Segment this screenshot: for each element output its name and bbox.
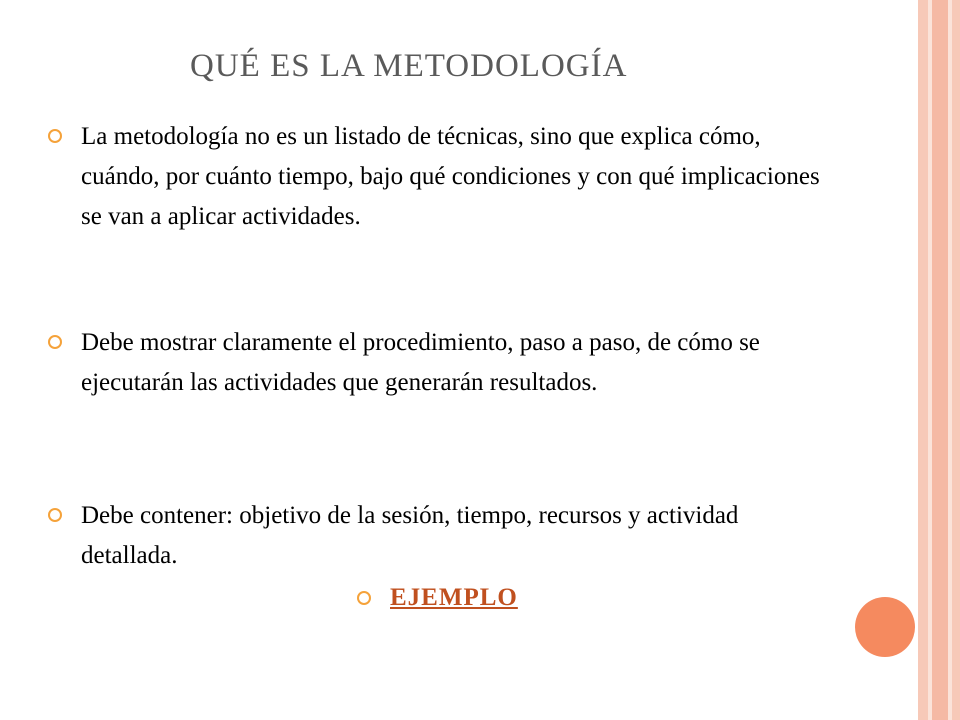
- circle-bullet-icon: [48, 508, 62, 522]
- example-link[interactable]: EJEMPLO: [390, 584, 518, 611]
- decorative-stripe: [932, 0, 948, 720]
- bullet-text: Debe contener: objetivo de la sesión, tiempo, recursos y actividad detallada.: [81, 502, 739, 569]
- circle-bullet-icon: [357, 591, 371, 605]
- bullet-item: [48, 117, 838, 237]
- accent-circle: [855, 597, 915, 657]
- slide-title: QUÉ ES LA METODOLOGÍA: [190, 48, 628, 84]
- decorative-stripe: [952, 0, 960, 720]
- decorative-stripe: [918, 0, 928, 720]
- bullet-item: [48, 323, 838, 403]
- circle-bullet-icon: [48, 335, 62, 349]
- bullet-item: [48, 496, 838, 576]
- example-bullet: [357, 578, 518, 618]
- circle-bullet-icon: [48, 129, 62, 143]
- bullet-text: Debe mostrar claramente el procedimiento, paso a paso, de cómo se ejecutarán las actividades que generarán resultados.: [81, 329, 760, 396]
- bullet-text: La metodología no es un listado de técnicas, sino que explica cómo, cuándo, por cuánto tiempo, bajo qué condiciones y con qué implicaciones se van a aplicar actividades.: [81, 123, 820, 230]
